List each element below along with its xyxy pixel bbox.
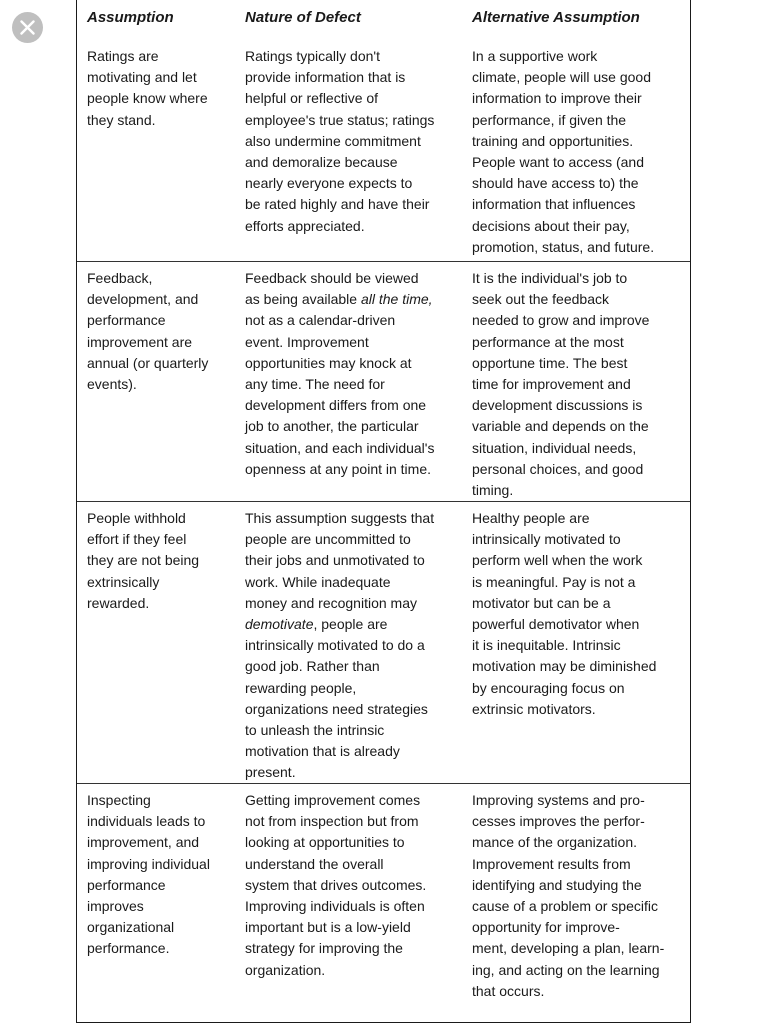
text-line: good job. Rather than [245, 658, 380, 675]
text-line: they stand. [87, 111, 156, 128]
header-nature-of-defect: Nature of Defect [245, 9, 361, 26]
text-line: information to improve their [472, 90, 642, 107]
text-line: that occurs. [472, 982, 545, 999]
text-line: performance [87, 312, 166, 329]
text-line: improvement, and [87, 834, 200, 851]
text-line: important but is a low-yield [245, 919, 411, 936]
alternative-cell [472, 790, 684, 1002]
text-line: motivation may be diminished [472, 658, 657, 675]
text-line [245, 289, 463, 310]
text-line: opportune time. The best [472, 354, 628, 371]
text-line: rewarding people, [245, 679, 357, 696]
text-line: money and recognition may [245, 594, 417, 611]
text-line: seek out the feedback [472, 291, 609, 308]
text-line: situation, individual needs, [472, 439, 637, 456]
text-line: opportunity for improve- [472, 919, 620, 936]
text-line: Improvement results from [472, 855, 631, 872]
text-line: organizational [87, 919, 175, 936]
text-line: extrinsic motivators. [472, 700, 596, 717]
text-line: be rated highly and have their [245, 196, 430, 213]
text-line: it is inequitable. Intrinsic [472, 637, 621, 654]
text-line: people know where [87, 90, 208, 107]
text-line: their jobs and unmotivated to [245, 552, 425, 569]
text-line: It is the individual's job to [472, 270, 628, 286]
text-line: should have access to) the [472, 175, 639, 192]
text-line: Improving systems and pro- [472, 792, 645, 808]
text-line: employee's true status; ratings [245, 111, 435, 128]
text-line: motivating and let [87, 69, 197, 86]
header-assumption: Assumption [87, 9, 174, 26]
text-line: promotion, status, and future. [472, 238, 655, 255]
text-line: provide information that is [245, 69, 406, 86]
text-line: development, and [87, 291, 199, 308]
text-line: events). [87, 376, 137, 393]
text-line: any time. The need for [245, 376, 385, 393]
text-line: efforts appreciated. [245, 217, 365, 234]
text-line: needed to grow and improve [472, 312, 650, 329]
table-row [77, 262, 690, 501]
text-line: annual (or quarterly [87, 354, 209, 371]
text-line: development discussions is [472, 397, 643, 414]
text-line: not from inspection but from [245, 813, 419, 830]
text-line: People want to access (and [472, 154, 644, 171]
text-line: people are uncommitted to [245, 531, 411, 548]
alternative-cell [472, 268, 684, 501]
text-line: improves [87, 898, 144, 915]
text-line: timing. [472, 482, 514, 499]
text-line: training and opportunities. [472, 132, 634, 149]
defect-cell [245, 508, 463, 784]
table-row [77, 502, 690, 783]
defect-cell [245, 790, 463, 981]
assumption-cell [87, 46, 235, 131]
table-header-row [77, 0, 690, 40]
text-line: also undermine commitment [245, 132, 421, 149]
text-line: individuals leads to [87, 813, 206, 830]
defect-cell [245, 46, 463, 237]
text-line: improvement are [87, 333, 193, 350]
text-line: motivator but can be a [472, 594, 611, 611]
table-row [77, 784, 690, 1022]
text-line: Feedback, [87, 270, 153, 286]
text-line: and demoralize because [245, 154, 398, 171]
text-line: rewarded. [87, 594, 150, 611]
text-line: openness at any point in time. [245, 460, 432, 477]
text-line: decisions about their pay, [472, 217, 630, 234]
text-line: perform well when the work [472, 552, 643, 569]
text-line: by encouraging focus on [472, 679, 625, 696]
text-line: intrinsically motivated to [472, 531, 621, 548]
text-segment: , people are [313, 616, 388, 633]
defect-cell [245, 268, 463, 480]
close-button[interactable] [12, 12, 43, 43]
text-line: organization. [245, 961, 326, 978]
text-line: cause of a problem or specific [472, 898, 658, 915]
text-line: they are not being [87, 552, 200, 569]
text-line: Inspecting [87, 792, 151, 808]
header-alternative-assumption: Alternative Assumption [472, 9, 640, 26]
text-line: performance, if given the [472, 111, 627, 128]
text-line: effort if they feel [87, 531, 187, 548]
text-line: situation, and each individual's [245, 439, 435, 456]
close-icon [20, 20, 35, 35]
text-line: intrinsically motivated to do a [245, 637, 425, 654]
assumptions-table [76, 0, 691, 1023]
text-line [245, 614, 463, 635]
text-line: Ratings are [87, 48, 159, 64]
text-line: Healthy people are [472, 510, 590, 526]
text-line: powerful demotivator when [472, 616, 640, 633]
alternative-cell [472, 508, 684, 720]
text-line: nearly everyone expects to [245, 175, 413, 192]
text-line: cesses improves the perfor- [472, 813, 645, 830]
text-line: climate, people will use good [472, 69, 651, 86]
text-line: Improving individuals is often [245, 898, 425, 915]
assumption-cell [87, 268, 235, 395]
assumption-cell [87, 508, 235, 614]
text-line: organizations need strategies [245, 700, 428, 717]
text-line: understand the overall [245, 855, 384, 872]
text-line: event. Improvement [245, 333, 369, 350]
text-line: improving individual [87, 855, 210, 872]
text-line: time for improvement and [472, 376, 631, 393]
text-line: Getting improvement comes [245, 792, 421, 808]
emphasis-text: all the time, [360, 291, 433, 308]
text-line: development differs from one [245, 397, 427, 414]
text-line: job to another, the particular [245, 418, 419, 435]
text-line: ing, and acting on the learning [472, 961, 660, 978]
text-line: This assumption suggests that [245, 510, 435, 526]
text-line: system that drives outcomes. [245, 876, 427, 893]
text-line: work. While inadequate [245, 573, 391, 590]
text-line: personal choices, and good [472, 460, 644, 477]
text-line: opportunities may knock at [245, 354, 412, 371]
text-line: performance [87, 876, 166, 893]
text-line: Feedback should be viewed [245, 270, 419, 286]
text-line: extrinsically [87, 573, 160, 590]
emphasis-text: demotivate [245, 616, 314, 633]
text-line: to unleash the intrinsic [245, 722, 385, 739]
text-line: is meaningful. Pay is not a [472, 573, 636, 590]
text-line: present. [245, 764, 296, 781]
text-line: People withhold [87, 510, 186, 526]
text-line: looking at opportunities to [245, 834, 405, 851]
assumption-cell [87, 790, 235, 960]
text-line: information that influences [472, 196, 636, 213]
table-row [77, 40, 690, 261]
text-line: identifying and studying the [472, 876, 642, 893]
text-line: mance of the organization. [472, 834, 637, 851]
text-line: helpful or reflective of [245, 90, 379, 107]
text-line: motivation that is already [245, 743, 400, 760]
text-line: not as a calendar-driven [245, 312, 396, 329]
text-line: Ratings typically don't [245, 48, 380, 64]
text-line: In a supportive work [472, 48, 598, 64]
text-line: ment, developing a plan, learn- [472, 940, 665, 957]
text-line: variable and depends on the [472, 418, 649, 435]
text-line: performance. [87, 940, 170, 957]
text-line: performance at the most [472, 333, 624, 350]
text-segment: as being available [245, 291, 361, 308]
text-line: strategy for improving the [245, 940, 403, 957]
alternative-cell [472, 46, 684, 258]
